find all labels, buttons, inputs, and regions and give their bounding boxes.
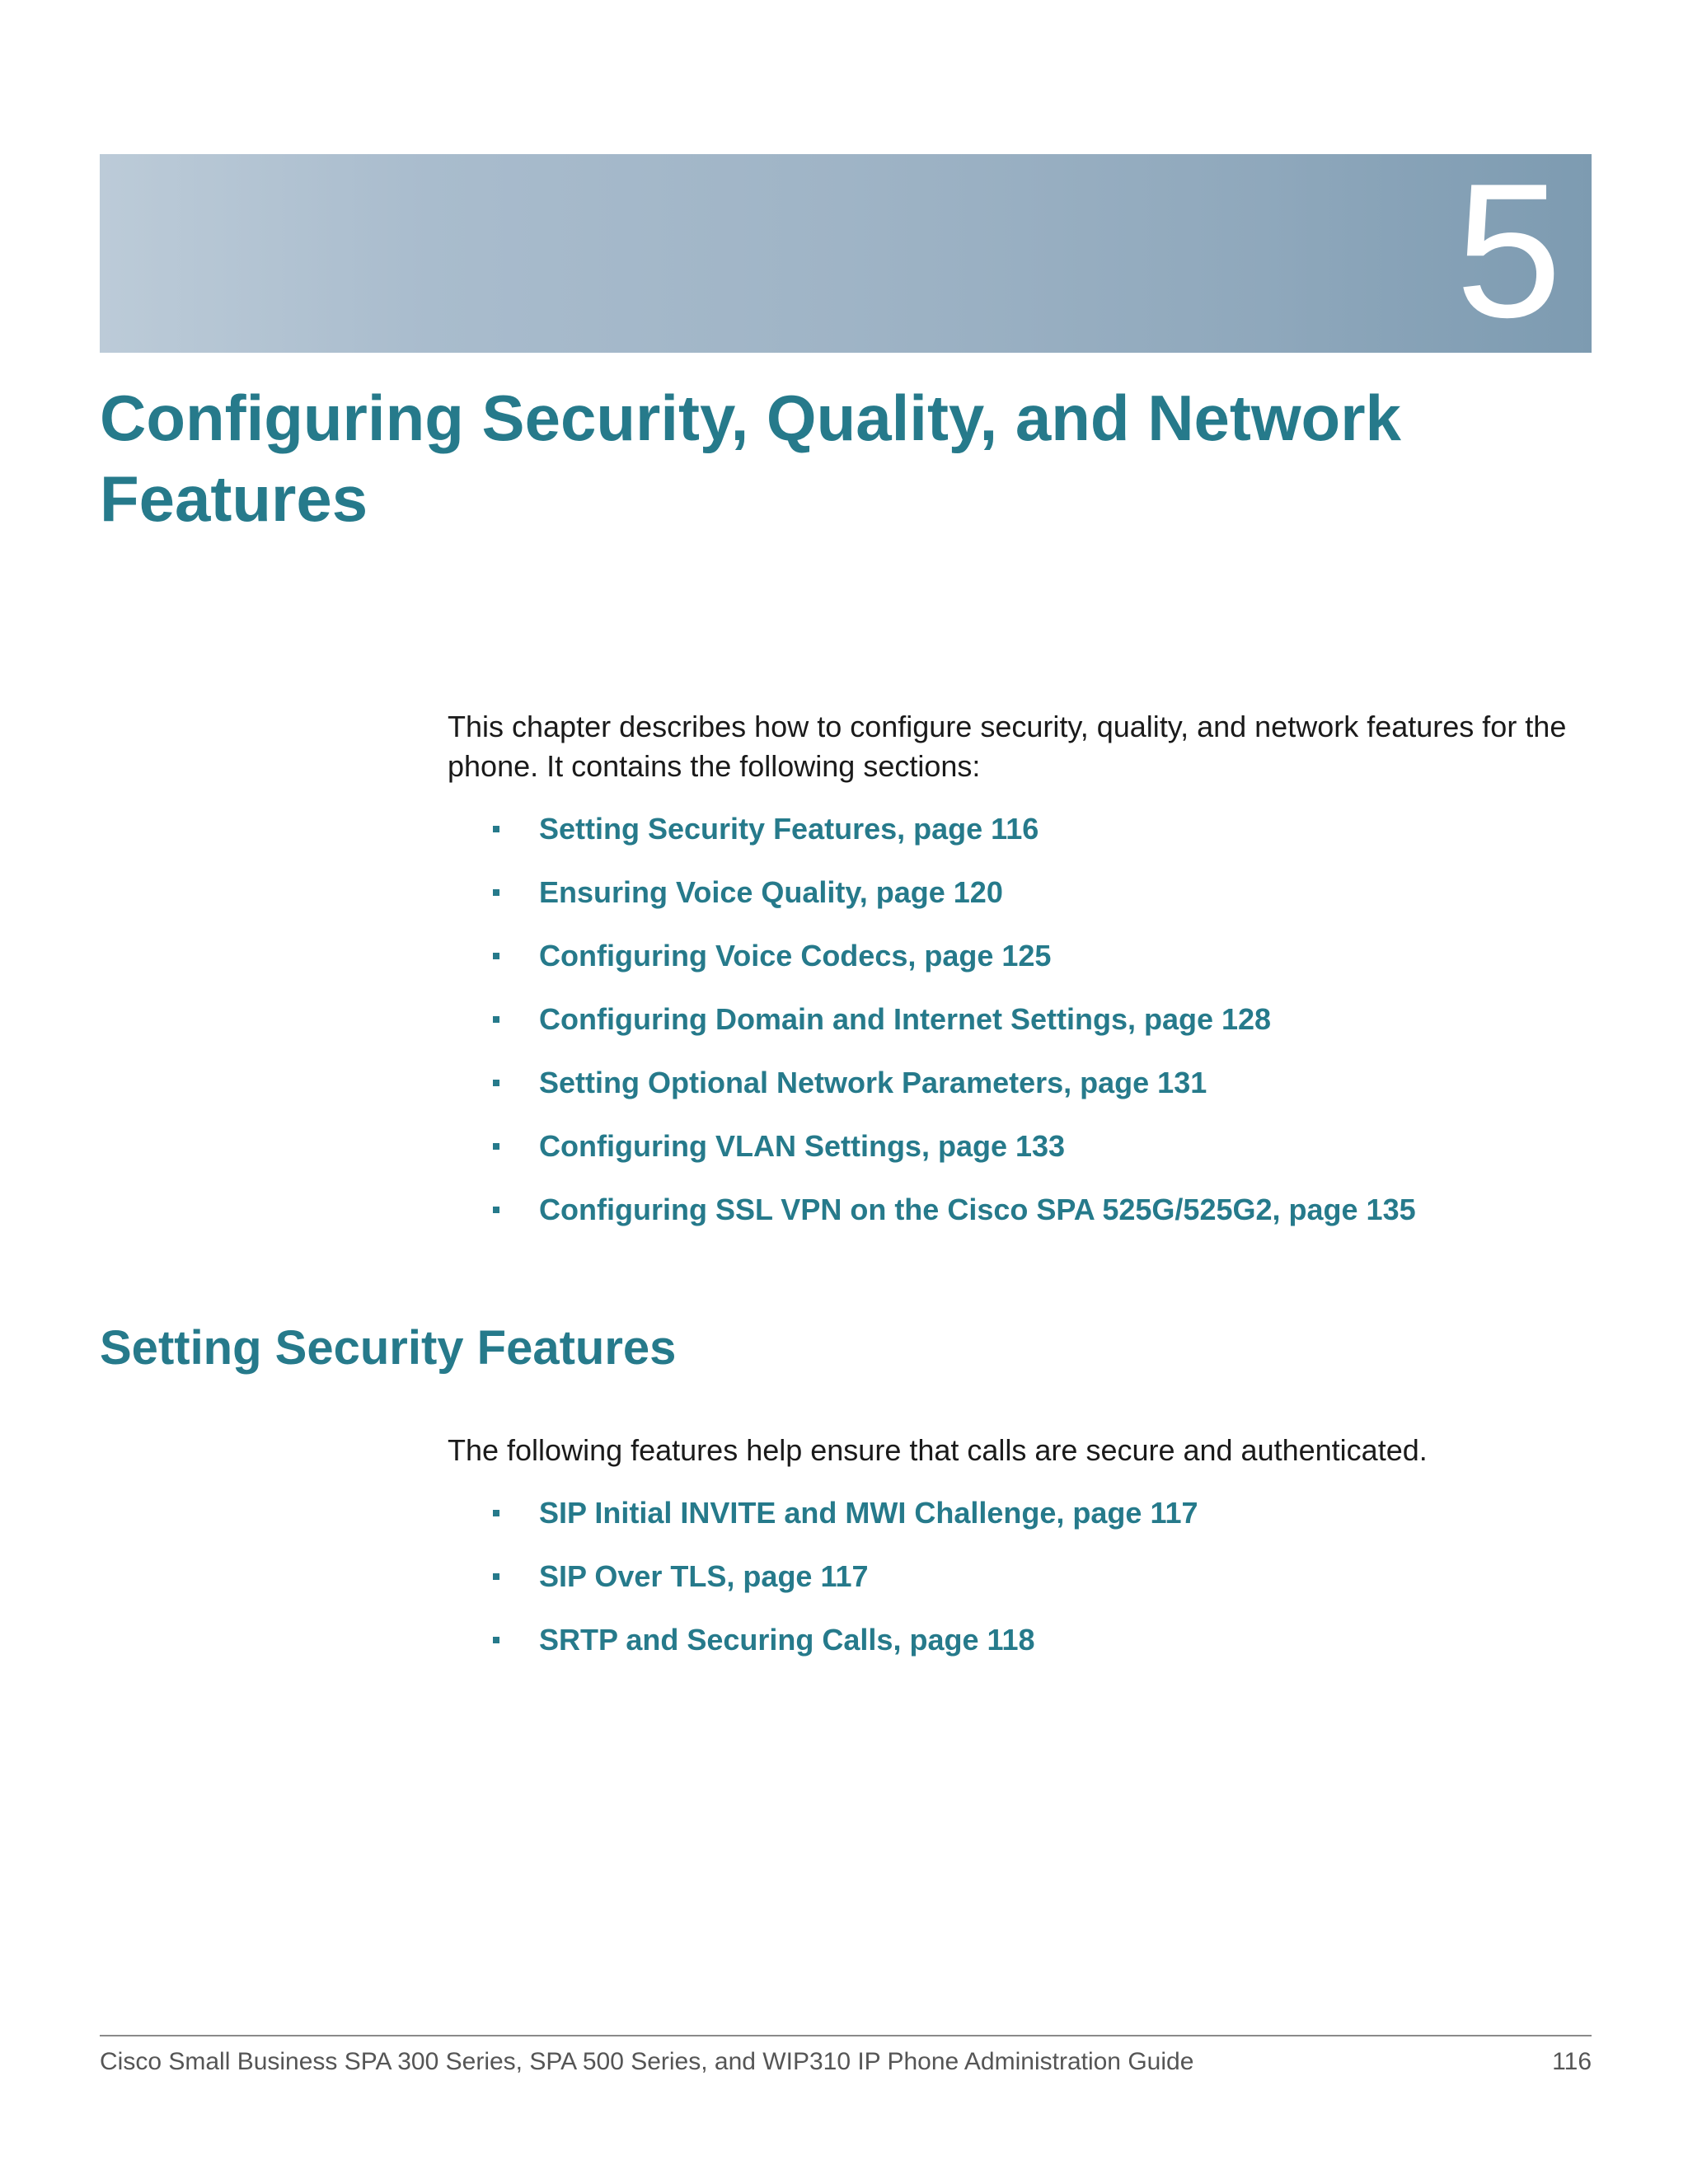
chapter-sections-list: [448, 809, 1416, 1254]
section-link-voice-codecs[interactable]: [448, 936, 1416, 1000]
section-title: Setting Security Features: [100, 1321, 677, 1375]
bullet-icon: [493, 826, 499, 832]
chapter-intro: This chapter describes how to configure security, quality, and network features for the phone. It contains the following sections:: [448, 710, 1567, 783]
section-link-label: SRTP and Securing Calls, page 118: [539, 1623, 1035, 1657]
section-link-srtp[interactable]: [448, 1620, 1198, 1684]
bullet-icon: [493, 1637, 499, 1643]
section-link-voice-quality[interactable]: [448, 873, 1416, 936]
bullet-icon: [493, 1207, 499, 1213]
section-link-label: SIP Initial INVITE and MWI Challenge, page 117: [539, 1496, 1198, 1530]
bullet-icon: [493, 1573, 499, 1580]
section-link-label: Configuring VLAN Settings, page 133: [539, 1129, 1066, 1163]
section-link-setting-security[interactable]: [448, 809, 1416, 873]
bullet-icon: [493, 1143, 499, 1150]
section-link-label: Setting Optional Network Parameters, page 131: [539, 1066, 1207, 1099]
bullet-icon: [493, 1016, 499, 1023]
section-link-label: Configuring Voice Codecs, page 125: [539, 939, 1052, 972]
bullet-icon: [493, 953, 499, 959]
section-link-network-parameters[interactable]: [448, 1063, 1416, 1127]
section-link-ssl-vpn[interactable]: [448, 1190, 1416, 1254]
bullet-icon: [493, 1080, 499, 1086]
section-link-label: SIP Over TLS, page 117: [539, 1559, 869, 1593]
section-link-label: Configuring Domain and Internet Settings, page 128: [539, 1002, 1272, 1036]
section-link-label: Ensuring Voice Quality, page 120: [539, 875, 1003, 909]
footer-divider: [100, 2035, 1592, 2036]
bullet-icon: [493, 889, 499, 896]
footer-guide-title: Cisco Small Business SPA 300 Series, SPA 500 Series, and WIP310 IP Phone Administration Guide: [100, 2048, 1194, 2075]
chapter-banner: [100, 144, 1592, 358]
chapter-title: Configuring Security, Quality, and Network Features: [100, 382, 1401, 535]
section-link-label: Setting Security Features, page 116: [539, 812, 1039, 846]
footer-page-number: 116: [1552, 2048, 1592, 2075]
security-features-list: [448, 1493, 1198, 1684]
section-link-vlan-settings[interactable]: [448, 1127, 1416, 1190]
section-link-sip-invite[interactable]: [448, 1493, 1198, 1557]
section-intro: The following features help ensure that calls are secure and authenticated.: [448, 1433, 1428, 1467]
section-link-label: Configuring SSL VPN on the Cisco SPA 525G/525G2, page 135: [539, 1193, 1416, 1226]
chapter-number: 5: [1455, 144, 1562, 358]
section-link-sip-tls[interactable]: [448, 1557, 1198, 1620]
bullet-icon: [493, 1510, 499, 1516]
section-link-domain-internet[interactable]: [448, 1000, 1416, 1063]
